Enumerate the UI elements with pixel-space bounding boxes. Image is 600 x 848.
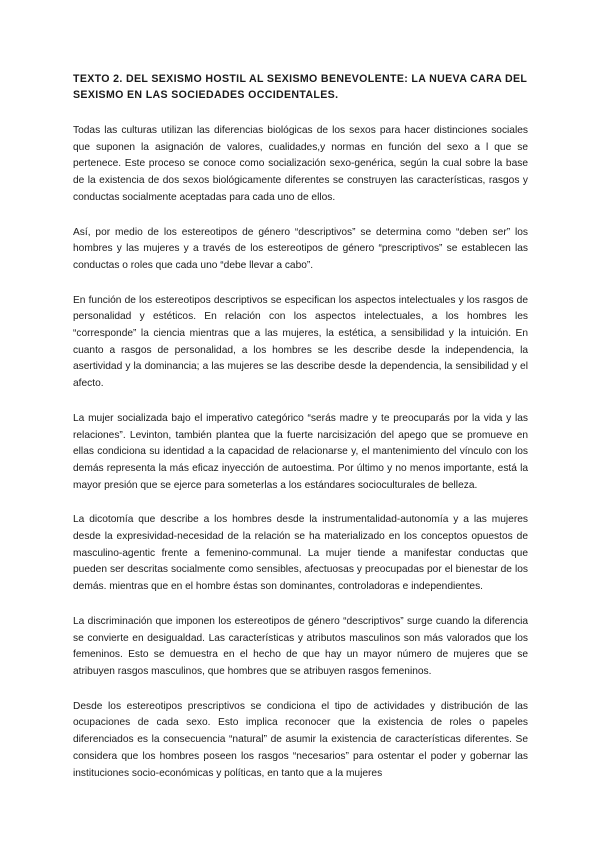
document-body <box>73 71 528 800</box>
document-title: TEXTO 2. DEL SEXISMO HOSTIL AL SEXISMO BENEVOLENTE: LA NUEVA CARA DEL SEXISMO EN LAS SOCIEDADES OCCIDENTALES. <box>73 73 528 101</box>
paragraph-dicotomia: La dicotomía que describe a los hombres desde la instrumentalidad-autonomía y a las mujeres desde la expresividad-necesidad de la relación se ha materializado en los conceptos opuestos de masculino-agentic frente a femenino-communal. La mujer tiende a manifestar conductas que pueden ser descritas socialmente como sensibles, afectuosas y preocupadas por el bienestar de los demás. mientras que en el hombre éstas son dominantes, controladoras e independientes. <box>73 514 528 593</box>
paragraph-estereotipos: Así, por medio de los estereotipos de género “descriptivos” se determina como “deben ser” los hombres y las mujeres y a través de los estereotipos de género “prescriptivos” se establecen las conductas o roles que cada uno “debe llevar a cabo”. <box>73 226 528 271</box>
paragraph-descriptivos: En función de los estereotipos descriptivos se especifican los aspectos intelectuales y los rasgos de personalidad y estéticos. En relación con los aspectos intelectuales, a los hombres les “corresponde” la ciencia mientras que a las mujeres, la estética, a sensibilidad y la intuición. En cuanto a rasgos de personalidad, a los hombres se les describe desde la independencia, la asertividad y la dominancia; a las mujeres se las describe desde la dependencia, la sensibilidad y el afecto. <box>73 294 528 390</box>
paragraph-prescriptivos: Desde los estereotipos prescriptivos se condiciona el tipo de actividades y distribución de las ocupaciones de cada sexo. Esto implica reconocer que la existencia de roles o papeles diferenciados es la consecuencia “natural” de asumir la existencia de características diferentes. Se considera que los hombres poseen los rasgos “necesarios” para ostentar el poder y gobernar las instituciones socio-económicas y políticas, en tanto que a la mujeres <box>73 700 528 779</box>
paragraph-socializacion: Todas las culturas utilizan las diferencias biológicas de los sexos para hacer distinciones sociales que suponen la asignación de valores, cualidades,y normas en función del sexo a l que se pertenece. Este proceso se conoce como socialización sexo-genérica, según la cual sobre la base de la existencia de dos sexos biológicamente diferentes se construyen las características, rasgos y conductas socialmente aceptadas para cada uno de ellos. <box>73 125 528 203</box>
paragraph-mujer-socializada: La mujer socializada bajo el imperativo categórico “serás madre y te preocuparás por la vida y las relaciones”. Levinton, también plantea que la fuerte narcisización del apego que se promueve en ellas condiciona su identidad a la capacidad de relacionarse y, el mantenimiento del vínculo con los demás representa la más eficaz inyección de autoestima. Por último y no menos importante, está la mayor presión que se ejerce para someterlas a los estándares socioculturales de belleza. <box>73 412 528 491</box>
paragraph-discriminacion: La discriminación que imponen los estereotipos de género “descriptivos” surge cuando la diferencia se convierte en desigualdad. Las características y atributos masculinos son más valorados que los femeninos. Esto se demuestra en el hecho de que hay un mayor número de mujeres que se atribuyen rasgos masculinos, que hombres que se atribuyen rasgos femeninos. <box>73 615 528 677</box>
